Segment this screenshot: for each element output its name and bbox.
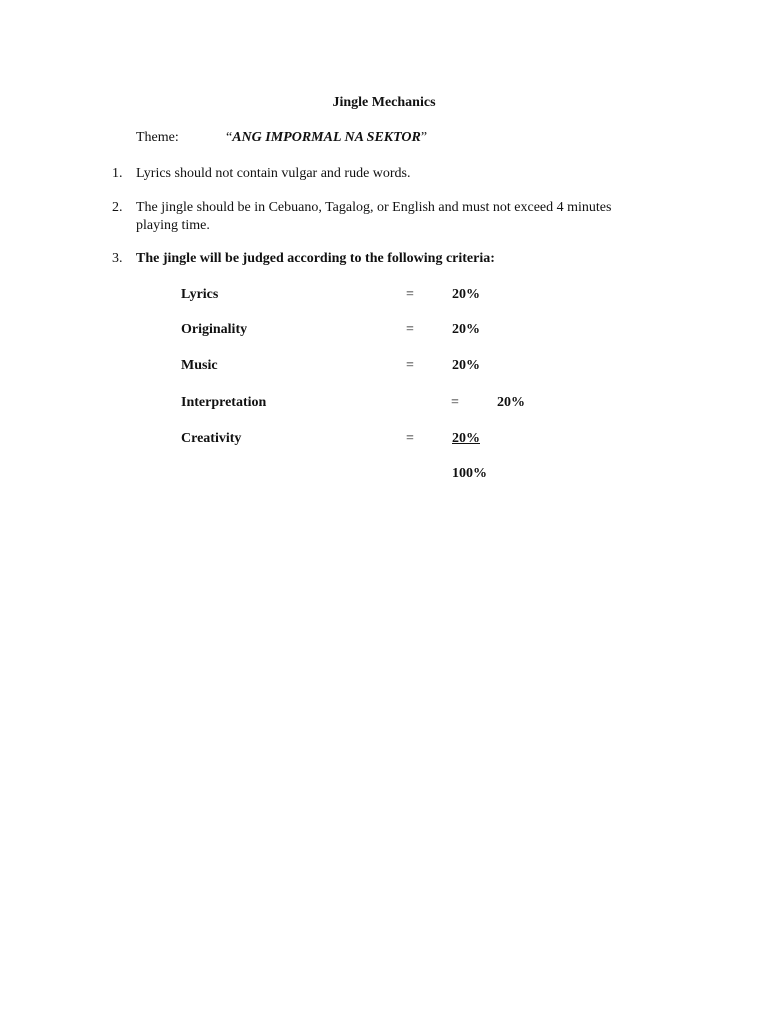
criterion-name: Interpretation xyxy=(181,395,267,410)
criterion-name: Creativity xyxy=(181,431,242,446)
document-title: Jingle Mechanics xyxy=(332,95,436,110)
item-3-text: The jingle will be judged according to the following criteria: xyxy=(136,251,495,266)
theme-value-line xyxy=(226,130,427,146)
criterion-equals: = xyxy=(451,395,459,410)
theme-open-quote: “ xyxy=(226,130,233,145)
criterion-value: 20% xyxy=(497,395,525,410)
criterion-equals: = xyxy=(406,431,414,446)
criteria-total: 100% xyxy=(452,466,487,481)
criterion-value: 20% xyxy=(452,322,480,337)
item-3-number: 3. xyxy=(112,251,123,266)
item-2-text-line1: The jingle should be in Cebuano, Tagalog, or English and must not exceed 4 minutes xyxy=(136,200,612,215)
criterion-name: Music xyxy=(181,358,218,373)
criterion-value: 20% xyxy=(452,358,480,373)
theme-value: ANG IMPORMAL NA SEKTOR xyxy=(232,130,421,145)
item-2-number: 2. xyxy=(112,200,123,215)
item-1-number: 1. xyxy=(112,166,123,181)
criterion-equals: = xyxy=(406,322,414,337)
theme-close-quote: ” xyxy=(420,130,428,145)
theme-label: Theme: xyxy=(136,130,179,145)
criterion-equals: = xyxy=(406,358,414,373)
criterion-name: Originality xyxy=(181,322,248,337)
criterion-equals: = xyxy=(406,287,414,302)
item-1-text: Lyrics should not contain vulgar and rude words. xyxy=(136,166,411,181)
item-2-text-line2: playing time. xyxy=(136,218,210,233)
criterion-value: 20% xyxy=(452,431,480,446)
criterion-value: 20% xyxy=(452,287,480,302)
criterion-name: Lyrics xyxy=(181,287,219,302)
